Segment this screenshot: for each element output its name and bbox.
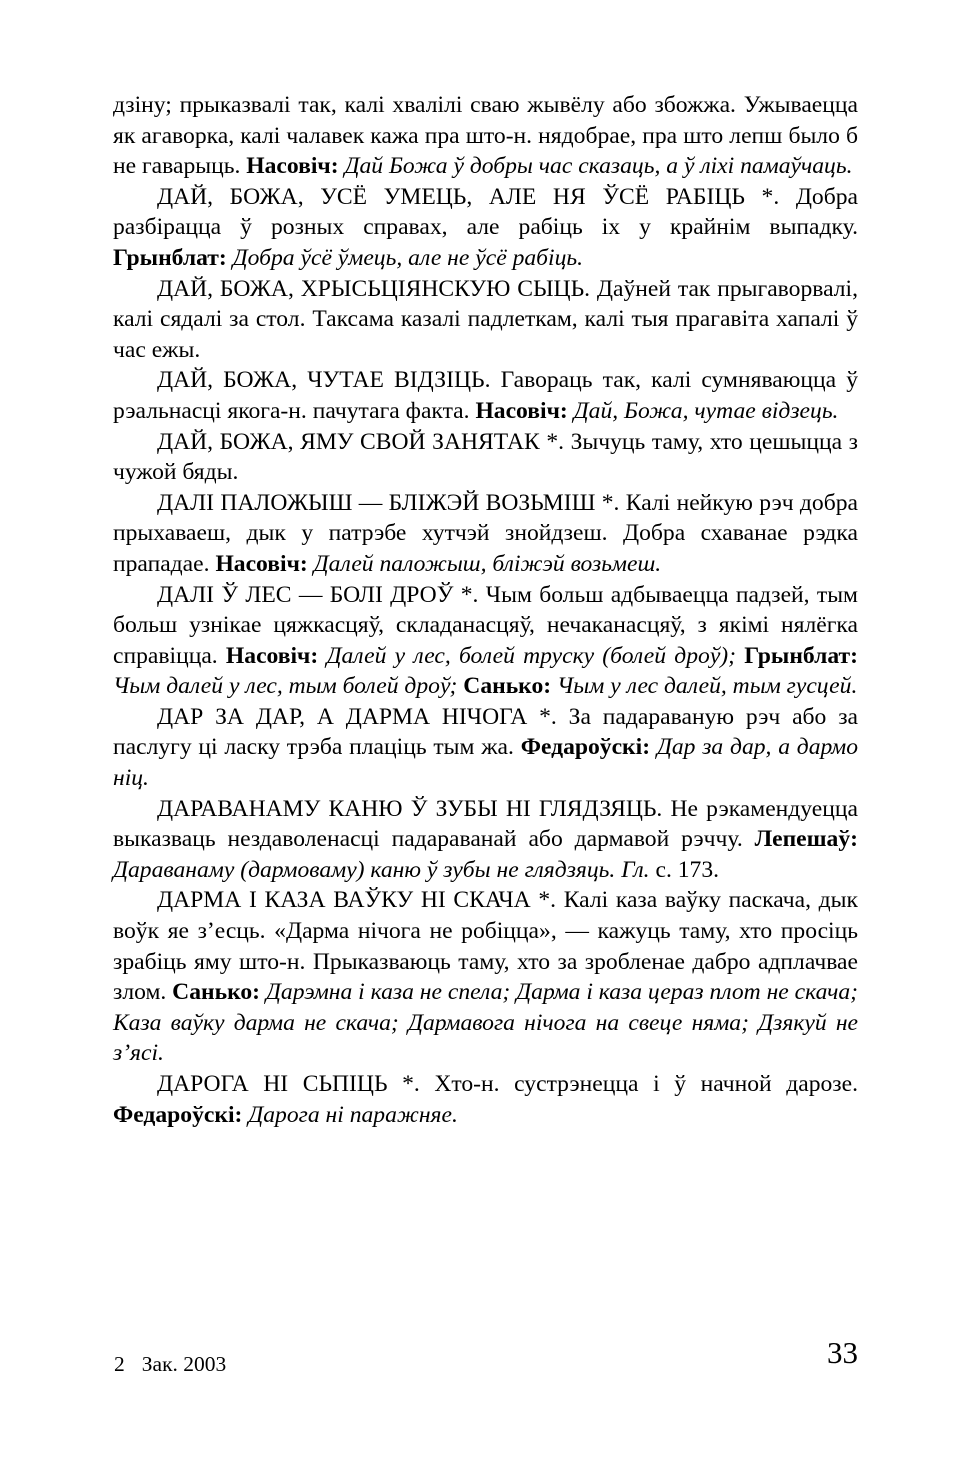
dictionary-paragraph — [113, 488, 858, 580]
text-run: Гл. — [621, 856, 650, 883]
text-run: Федароўскі: — [113, 1101, 249, 1128]
text-run: дзіну; прыказвалі так, калі хвалілі сваю жывёлу або збожжа. Ужываецца як агаворка, калі чалавек кажа пра што-н. нядобрае, пра што лепш было б не гаварыць. — [113, 92, 858, 180]
text-run: Чым у лес далей, тым гусцей. — [557, 673, 858, 700]
dictionary-paragraph — [113, 427, 858, 488]
print-run-number: 2 — [114, 1352, 125, 1376]
text-run: ДАЙ, БОЖА, ЯМУ СВОЙ ЗАНЯТАК *. Зычуць таму, хто цешыцца з чужой бяды. — [113, 428, 858, 486]
page-number: 33 — [827, 1335, 858, 1370]
dictionary-paragraph — [113, 365, 858, 426]
text-run: Грынблат: — [744, 642, 858, 669]
text-run: Насовіч: — [475, 397, 574, 424]
text-run: Федароўскі: — [520, 734, 657, 761]
text-run: ДАЛІ ПАЛОЖЫШ — БЛІЖЭЙ ВОЗЬМІШ *. Калі нейкую рэч добра прыхаваеш, дык у патрэбе хутчэй знойдзеш. Добра схаванае рэдка прападае. — [113, 489, 858, 577]
text-run: Добра ўсё ўмець, але не ўсё рабіць. — [232, 244, 584, 271]
text-run: ДАР ЗА ДАР, А ДАРМА НІЧОГА *. За падараваную рэч або за паслугу ці ласку трэба плаціць тым жа. — [113, 703, 858, 761]
text-run: Дарога ні паражняе. — [248, 1101, 458, 1128]
text-run: Далей паложыш, бліжэй возьмеш. — [313, 550, 662, 577]
text-run: Чым далей у лес, тым болей дроў; — [113, 673, 464, 700]
text-run: Санько: — [463, 673, 558, 700]
print-run-note — [114, 1352, 226, 1377]
dictionary-paragraph — [113, 580, 858, 702]
text-run: ДАЙ, БОЖА, ХРЫСЬЦІЯНСКУЮ СЫЦЬ. Даўней так прыгаворвалі, калі сядалі за стол. Таксама казалі падлеткам, калі тыя прагавіта хапалі ў час ежы. — [113, 275, 858, 363]
dictionary-paragraph — [113, 182, 858, 274]
dictionary-paragraph — [113, 274, 858, 366]
dictionary-paragraph — [113, 885, 858, 1069]
text-run: Санько: — [172, 979, 266, 1006]
text-run: ДАЙ, БОЖА, ЧУТАЕ ВІДЗІЦЬ. Гавораць так, калі сумняваюцца ў рэальнасці якога-н. пачутага факта. — [113, 367, 858, 424]
text-run: ДАРМА І КАЗА ВАЎКУ НІ СКАЧА *. Калі каза ваўку паскача, дык воўк яе з’есць. «Дарма нічога не робіцца», — кажуць таму, хто просіць зрабіць яму што-н. Прыказваюць таму, хто за зробленае дабро адплачвае злом. — [113, 887, 858, 1006]
print-run-label: Зак. 2003 — [141, 1352, 227, 1376]
dictionary-paragraph — [113, 794, 858, 886]
text-run: Дарэмна і каза не спела; Дарма і каза цераз плот не скача; Каза ваўку дарма не скача; Дармавога нічога на свеце няма; Дзякуй не з’ясі. — [113, 979, 858, 1067]
text-run: Дай, Божа, чутае відзець. — [573, 397, 839, 424]
text-block — [113, 90, 858, 1130]
text-run: Далей у лес, болей труску (болей дроў); — [326, 642, 745, 669]
text-run: с. 173. — [649, 856, 720, 883]
text-run: Грынблат: — [113, 244, 233, 271]
text-run: ДАЛІ Ў ЛЕС — БОЛІ ДРОЎ *. Чым больш адбываецца падзей, тым больш узнікае цяжкасцяў, складанасцяў, нечаканасцяў, з якімі нялёгка справіцца. — [113, 581, 858, 669]
text-run: Дай Божа ў добры час сказаць, а ў ліхі памаўчаць. — [344, 153, 853, 180]
text-run: ДАЙ, БОЖА, УСЁ УМЕЦЬ, АЛЕ НЯ ЎСЁ РАБІЦЬ *. Добра разбірацца ў розных справах, але рабіць іх у крайнім выпадку. — [113, 183, 858, 241]
text-run: Насовіч: — [215, 550, 314, 577]
text-run: Дараванаму (дармоваму) каню ў зубы не глядзяць. — [113, 856, 622, 883]
text-run: ДАРАВАНАМУ КАНЮ Ў ЗУБЫ НІ ГЛЯДЗЯЦЬ. Не рэкамендуецца выказваць нездаволенасці падараванай або дармавой рэччу. — [113, 795, 858, 853]
text-run: Насовіч: — [246, 153, 345, 180]
dictionary-paragraph — [113, 1069, 858, 1130]
dictionary-paragraph — [113, 702, 858, 794]
text-run: Лепешаў: — [754, 826, 858, 853]
text-run: Насовіч: — [225, 642, 327, 669]
text-run: ДАРОГА НІ СЬПІЦЬ *. Хто-н. сустрэнецца і ў начной дарозе. — [157, 1071, 858, 1097]
text-run: Дар за дар, а дармо ніц. — [113, 734, 859, 792]
dictionary-paragraph — [113, 90, 858, 182]
